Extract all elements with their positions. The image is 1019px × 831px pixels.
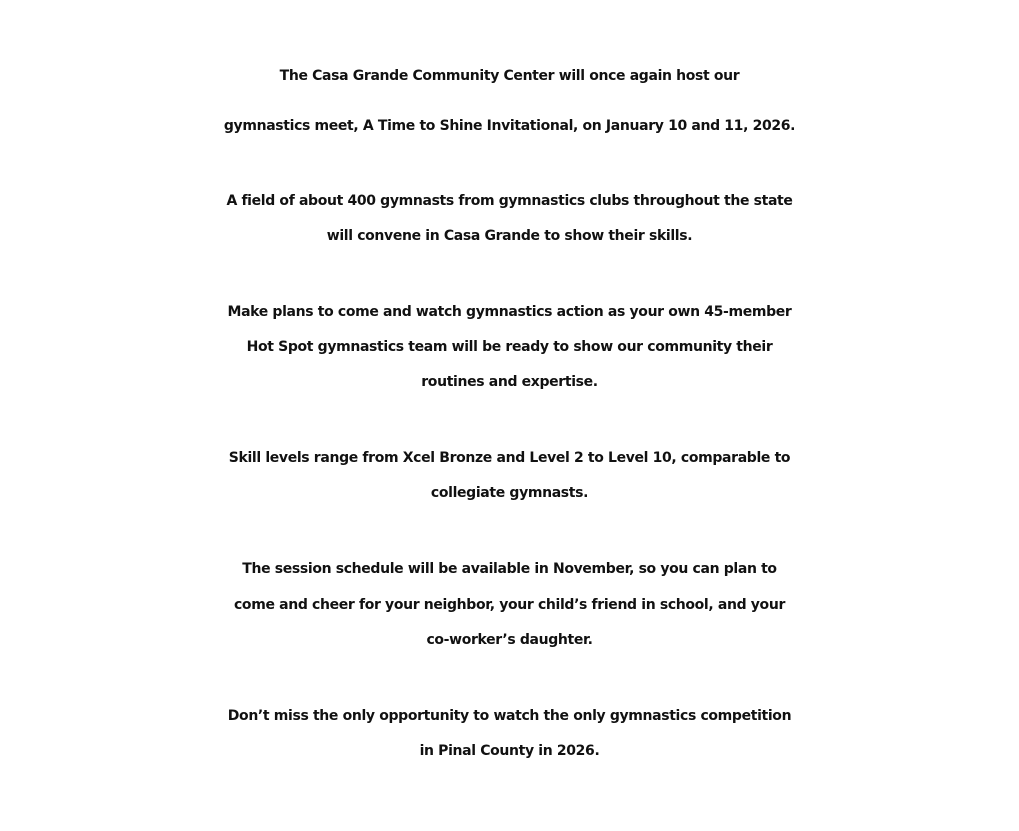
text-line: will convene in Casa Grande to show their skills.	[326, 228, 693, 244]
text-line: in Pinal County in 2026.	[419, 743, 600, 759]
text-line: A field of about 400 gymnasts from gymnastics clubs throughout the state	[226, 193, 793, 209]
text-line: Hot Spot gymnastics team will be ready to show our community their	[246, 339, 773, 355]
text-line: come and cheer for your neighbor, your child’s friend in school, and your	[233, 597, 785, 613]
text-line: The session schedule will be available in November, so you can plan to	[242, 561, 777, 577]
text-line: Skill levels range from Xcel Bronze and Level 2 to Level 10, comparable to	[228, 450, 791, 466]
text-line: co-worker’s daughter.	[426, 632, 593, 648]
text-line: routines and expertise.	[421, 374, 598, 390]
text-line: gymnastics meet, A Time to Shine Invitational, on January 10 and 11, 2026.	[223, 118, 796, 134]
text-line: Make plans to come and watch gymnastics action as your own 45-member	[227, 304, 792, 320]
text-line: Don’t miss the only opportunity to watch the only gymnastics competition	[227, 708, 792, 724]
text-line: The Casa Grande Community Center will once again host our	[279, 68, 740, 84]
text-line: collegiate gymnasts.	[430, 485, 589, 501]
